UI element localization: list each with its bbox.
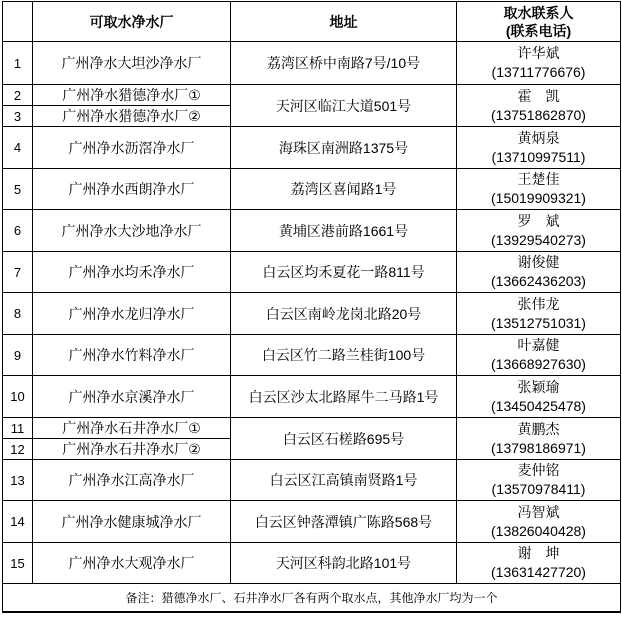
plant-name-cell: 广州净水猎德净水厂② <box>33 106 231 127</box>
plant-name-cell: 广州净水大坦沙净水厂 <box>33 42 231 85</box>
table-row <box>3 460 621 501</box>
table-row <box>3 169 621 210</box>
contact-cell-merged <box>457 85 621 127</box>
contact-cell <box>457 210 621 252</box>
header-contact-line1: 取水联系人 <box>503 4 574 21</box>
contact-phone: (13450425478) <box>491 397 586 414</box>
plant-name-cell: 广州净水竹料净水厂 <box>33 335 231 376</box>
contact-name: 谢 坤 <box>517 545 560 561</box>
address-cell: 天河区科韵北路101号 <box>231 543 457 584</box>
plant-name-cell: 广州净水均禾净水厂 <box>33 252 231 293</box>
row-number-cell: 7 <box>3 252 33 293</box>
plant-name-cell: 广州净水石井净水厂② <box>33 439 231 460</box>
table-row <box>3 42 621 85</box>
address-cell-merged: 天河区临江大道501号 <box>231 85 457 127</box>
note-text: 备注：猎德净水厂、石井净水厂各有两个取水点，其他净水厂均为一个 <box>3 584 621 612</box>
address-cell: 白云区均禾夏花一路811号 <box>231 252 457 293</box>
contact-name: 谢俊健 <box>517 254 560 270</box>
header-row <box>3 2 621 42</box>
header-plant: 可取水净水厂 <box>33 2 231 42</box>
table-row <box>3 376 621 418</box>
row-number-cell: 14 <box>3 501 33 543</box>
contact-name: 麦仲铭 <box>517 462 560 478</box>
contact-cell <box>457 252 621 293</box>
row-number-cell: 11 <box>3 418 33 439</box>
plant-name-cell: 广州净水江高净水厂 <box>33 460 231 501</box>
plant-name-cell: 广州净水健康城净水厂 <box>33 501 231 543</box>
header-number <box>3 2 33 42</box>
contact-name: 叶嘉健 <box>517 337 560 353</box>
table-row <box>3 501 621 543</box>
plant-name-cell: 广州净水石井净水厂① <box>33 418 231 439</box>
row-number-cell: 3 <box>3 106 33 127</box>
table-row <box>3 252 621 293</box>
address-cell: 海珠区南洲路1375号 <box>231 127 457 169</box>
water-plants-table <box>2 1 621 613</box>
plant-name-cell: 广州净水沥滘净水厂 <box>33 127 231 169</box>
contact-phone: (13631427720) <box>491 564 586 580</box>
contact-name: 黄炳泉 <box>517 129 560 146</box>
contact-name: 霍 凯 <box>517 87 560 104</box>
contact-phone: (15019909321) <box>491 190 586 206</box>
contact-phone: (13929540273) <box>491 231 586 248</box>
row-number-cell: 9 <box>3 335 33 376</box>
plant-name-cell: 广州净水西朗净水厂 <box>33 169 231 210</box>
contact-cell <box>457 42 621 85</box>
contact-name: 张伟龙 <box>517 295 560 312</box>
row-number-cell: 2 <box>3 85 33 106</box>
header-contact-line2: (联系电话) <box>505 22 572 39</box>
contact-phone: (13668927630) <box>491 356 586 372</box>
plant-name-cell: 广州净水大沙地净水厂 <box>33 210 231 252</box>
contact-name: 罗 斌 <box>517 212 560 229</box>
address-cell: 白云区竹二路兰桂街100号 <box>231 335 457 376</box>
contact-cell <box>457 460 621 501</box>
contact-phone: (13826040428) <box>491 522 586 539</box>
address-cell-merged: 白云区石槎路695号 <box>231 418 457 460</box>
contact-phone: (13570978411) <box>491 481 586 497</box>
contact-phone: (13512751031) <box>491 314 586 331</box>
row-number-cell: 10 <box>3 376 33 418</box>
contact-cell <box>457 293 621 335</box>
table-row <box>3 335 621 376</box>
note-row <box>3 584 621 612</box>
contact-cell <box>457 127 621 169</box>
plant-name-cell: 广州净水京溪净水厂 <box>33 376 231 418</box>
contact-phone: (13710997511) <box>491 148 586 165</box>
contact-name: 黄鹏杰 <box>517 420 560 437</box>
row-number-cell: 8 <box>3 293 33 335</box>
row-number-cell: 1 <box>3 42 33 85</box>
contact-cell <box>457 501 621 543</box>
contact-cell <box>457 543 621 584</box>
plant-name-cell: 广州净水大观净水厂 <box>33 543 231 584</box>
contact-name: 冯智斌 <box>517 503 560 520</box>
table-row <box>3 127 621 169</box>
contact-name: 许华斌 <box>517 45 560 61</box>
table-row <box>3 418 621 439</box>
row-number-cell: 12 <box>3 439 33 460</box>
address-cell: 白云区江高镇南贤路1号 <box>231 460 457 501</box>
header-contact <box>457 2 621 42</box>
contact-phone: (13751862870) <box>491 106 586 123</box>
plant-name-cell: 广州净水龙归净水厂 <box>33 293 231 335</box>
plant-name-cell: 广州净水猎德净水厂① <box>33 85 231 106</box>
contact-name: 张颖瑜 <box>517 378 560 395</box>
address-cell: 荔湾区桥中南路7号/10号 <box>231 42 457 85</box>
address-cell: 白云区钟落潭镇广陈路568号 <box>231 501 457 543</box>
address-cell: 荔湾区喜闻路1号 <box>231 169 457 210</box>
contact-cell <box>457 335 621 376</box>
table-row <box>3 210 621 252</box>
contact-cell <box>457 169 621 210</box>
table-row <box>3 85 621 106</box>
contact-name: 王楚佳 <box>517 171 560 187</box>
row-number-cell: 5 <box>3 169 33 210</box>
contact-phone: (13662436203) <box>491 273 586 289</box>
row-number-cell: 15 <box>3 543 33 584</box>
contact-cell-merged <box>457 418 621 460</box>
address-cell: 白云区南岭龙岗北路20号 <box>231 293 457 335</box>
address-cell: 黄埔区港前路1661号 <box>231 210 457 252</box>
row-number-cell: 4 <box>3 127 33 169</box>
row-number-cell: 6 <box>3 210 33 252</box>
table-row <box>3 543 621 584</box>
row-number-cell: 13 <box>3 460 33 501</box>
contact-phone: (13711776676) <box>491 64 586 80</box>
contact-phone: (13798186971) <box>491 439 586 456</box>
header-address: 地址 <box>231 2 457 42</box>
address-cell: 白云区沙太北路犀牛二马路1号 <box>231 376 457 418</box>
table-row <box>3 293 621 335</box>
contact-cell <box>457 376 621 418</box>
